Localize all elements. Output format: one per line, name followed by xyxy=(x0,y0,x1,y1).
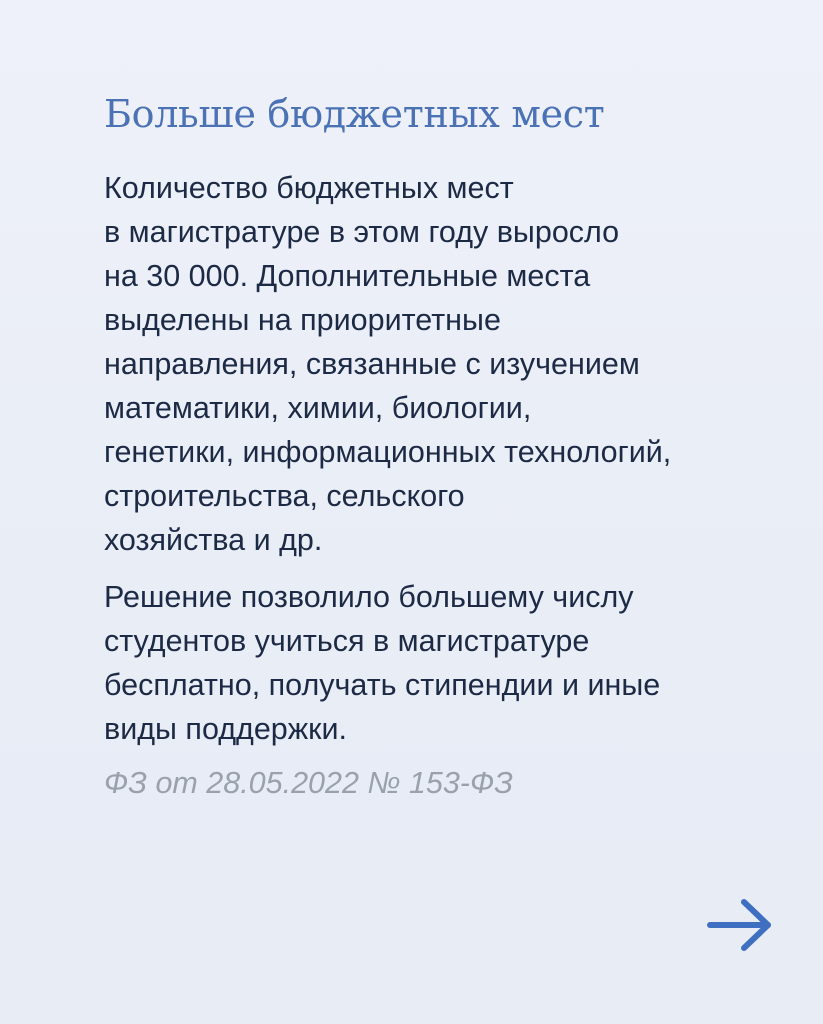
paragraph-line: на 30 000. Дополнительные места xyxy=(104,259,591,293)
paragraph-line: хозяйства и др. xyxy=(104,523,323,557)
paragraph-line: генетики, информационных технологий, xyxy=(104,435,672,469)
paragraph-line: выделены на приоритетные xyxy=(104,303,501,337)
paragraph-line: математики, химии, биологии, xyxy=(104,391,532,425)
paragraph-line: бесплатно, получать стипендии и иные xyxy=(104,668,661,702)
paragraph-line: строительства, сельского xyxy=(104,479,465,513)
paragraph-line: студентов учиться в магистратуре xyxy=(104,624,590,658)
arrow-right-icon[interactable] xyxy=(706,897,774,953)
paragraph-line: в магистратуре в этом году выросло xyxy=(104,215,620,249)
card-title: Больше бюджетных мест xyxy=(104,92,605,136)
law-reference: ФЗ от 28.05.2022 № 153-ФЗ xyxy=(104,766,513,800)
paragraph-decision xyxy=(104,575,660,751)
paragraph-budget-places xyxy=(104,166,671,562)
paragraph-line: Количество бюджетных мест xyxy=(104,171,514,205)
paragraph-line: направления, связанные с изучением xyxy=(104,347,640,381)
paragraph-line: виды поддержки. xyxy=(104,712,348,746)
paragraph-line: Решение позволило большему числу xyxy=(104,580,634,614)
